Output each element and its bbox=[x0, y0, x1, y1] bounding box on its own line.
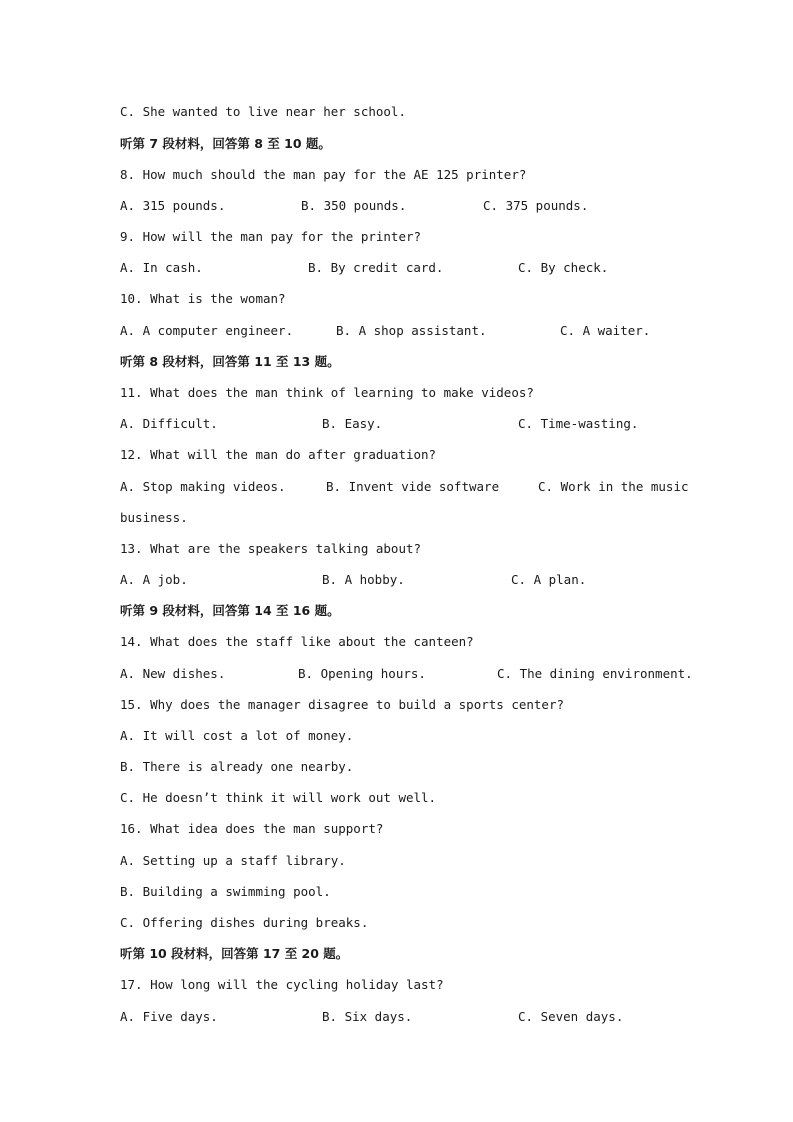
option-c: C. Work in the music bbox=[538, 479, 689, 494]
option-b: B. Easy. bbox=[322, 416, 383, 431]
option-b: B. Opening hours. bbox=[298, 666, 426, 681]
question-13: 13. What are the speakers talking about? bbox=[120, 541, 422, 556]
option-a: A. A computer engineer. bbox=[120, 323, 294, 338]
question-16: 16. What idea does the man support? bbox=[120, 821, 384, 836]
question-12: 12. What will the man do after graduation? bbox=[120, 447, 437, 462]
option-b: B. A hobby. bbox=[322, 572, 405, 587]
section-heading: 听第 8 段材料，回答第 11 至 13 题。 bbox=[120, 354, 340, 369]
option-a: A. Setting up a staff library. bbox=[120, 853, 346, 868]
question-8: 8. How much should the man pay for the AE 125 printer? bbox=[120, 167, 527, 182]
question-10: 10. What is the woman? bbox=[120, 291, 286, 306]
section-heading: 听第 7 段材料，回答第 8 至 10 题。 bbox=[120, 136, 331, 151]
section-heading: 听第 10 段材料，回答第 17 至 20 题。 bbox=[120, 946, 349, 961]
question-15: 15. Why does the manager disagree to build a sports center? bbox=[120, 697, 565, 712]
option-a: A. Stop making videos. bbox=[120, 479, 286, 494]
option-c: C. A waiter. bbox=[560, 323, 651, 338]
option-c: C. The dining environment. bbox=[497, 666, 693, 681]
option-line: C. She wanted to live near her school. bbox=[120, 104, 406, 119]
option-b: B. There is already one nearby. bbox=[120, 759, 354, 774]
option-a: A. In cash. bbox=[120, 260, 203, 275]
option-b: B. 350 pounds. bbox=[301, 198, 407, 213]
option-b: B. Six days. bbox=[322, 1009, 413, 1024]
question-9: 9. How will the man pay for the printer? bbox=[120, 229, 422, 244]
option-a: A. Difficult. bbox=[120, 416, 218, 431]
option-a: A. Five days. bbox=[120, 1009, 218, 1024]
option-a: A. 315 pounds. bbox=[120, 198, 226, 213]
question-11: 11. What does the man think of learning to make videos? bbox=[120, 385, 534, 400]
option-b: B. A shop assistant. bbox=[336, 323, 487, 338]
option-a: A. It will cost a lot of money. bbox=[120, 728, 354, 743]
option-c: C. 375 pounds. bbox=[483, 198, 589, 213]
option-c: C. A plan. bbox=[511, 572, 587, 587]
question-17: 17. How long will the cycling holiday last? bbox=[120, 977, 444, 992]
option-c-continuation: business. bbox=[120, 510, 188, 525]
option-c: C. Time-wasting. bbox=[518, 416, 639, 431]
option-c: C. By check. bbox=[518, 260, 609, 275]
option-b: B. Building a swimming pool. bbox=[120, 884, 331, 899]
option-b: B. Invent vide software bbox=[326, 479, 500, 494]
option-b: B. By credit card. bbox=[308, 260, 444, 275]
option-c: C. He doesn’t think it will work out well. bbox=[120, 790, 437, 805]
section-heading: 听第 9 段材料，回答第 14 至 16 题。 bbox=[120, 603, 340, 618]
option-a: A. New dishes. bbox=[120, 666, 226, 681]
option-c: C. Seven days. bbox=[518, 1009, 624, 1024]
option-c: C. Offering dishes during breaks. bbox=[120, 915, 369, 930]
option-a: A. A job. bbox=[120, 572, 188, 587]
question-14: 14. What does the staff like about the canteen? bbox=[120, 634, 474, 649]
